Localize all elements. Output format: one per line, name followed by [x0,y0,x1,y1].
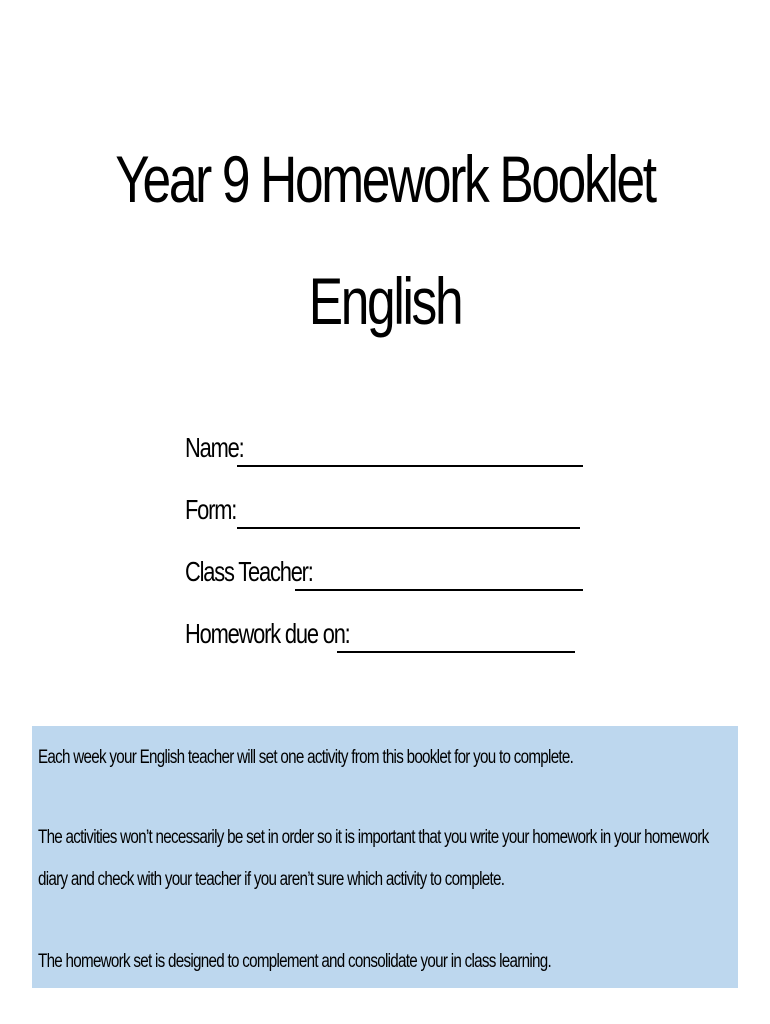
class-teacher-label: Class Teacher: [185,556,313,587]
name-label: Name: [185,432,244,463]
student-details-form [185,428,605,676]
homework-due-label: Homework due on: [185,618,350,649]
instructions-paragraph-2-line-2: diary and check with your teacher if you aren’t sure which activity to complete. [38,869,505,890]
homework-due-row [185,614,605,676]
homework-due-blank-line[interactable] [337,651,575,653]
instructions-box [32,726,738,988]
form-row [185,490,605,552]
title-line-1: Year 9 Homework Booklet [115,142,655,216]
instructions-paragraph-3: The homework set is designed to complement and consolidate your in class learning. [38,951,551,972]
title-line-2: English [308,264,462,338]
form-blank-line[interactable] [237,527,580,529]
class-teacher-row [185,552,605,614]
name-row [185,428,605,490]
form-label: Form: [185,494,237,525]
instructions-paragraph-1: Each week your English teacher will set one activity from this booklet for you to complete. [38,747,574,768]
name-blank-line[interactable] [237,465,583,467]
instructions-paragraph-2-line-1: The activities won’t necessarily be set in order so it is important that you write your homework in your homework [38,827,709,848]
class-teacher-blank-line[interactable] [295,589,583,591]
